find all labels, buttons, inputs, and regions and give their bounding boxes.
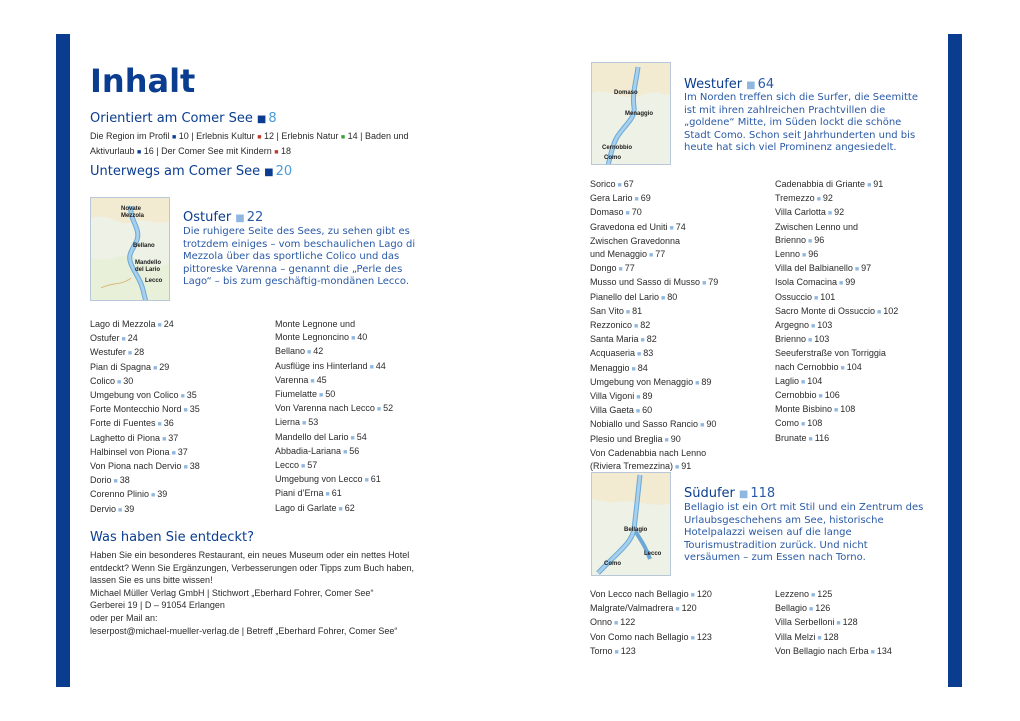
toc-entry[interactable]: Zwischen Lenno und — [775, 221, 859, 232]
toc-entry[interactable]: Musso und Sasso di Musso ■ 79 — [590, 277, 719, 288]
toc-entry[interactable]: Lenno ■ 96 — [775, 249, 819, 260]
westufer-map — [591, 62, 671, 165]
suedufer-list-col2 — [775, 588, 892, 659]
map-label: Como — [604, 155, 621, 161]
map-label: Lecco — [644, 551, 662, 557]
contact-info: Haben Sie ein besonderes Restaurant, ein neues Museum oder ein nettes Hotel entdeckt? Wenn Sie Ergänzungen, Verbesserungen oder Tipps zum Buch haben, lassen Sie es uns bitte wissen! Michael Müller Verlag GmbH | Stichwort „Eberhard Fohrer, Comer See“ Gerberei 19 | D – 91054 Erlangen oder per Mail an: leserpost@michael-mueller-verlag.de | Betreff „Eberhard Fohrer, Comer See“ — [90, 550, 415, 636]
toc-entry[interactable]: Von Piona nach Dervio ■ 38 — [90, 461, 200, 472]
page-title: Inhalt — [90, 62, 196, 100]
map-label: Novate Mezzola — [121, 206, 145, 219]
toc-entry[interactable]: Bellano ■ 42 — [275, 346, 324, 357]
orientiert-line-2: Aktivurlaub ■ 16 | Der Comer See mit Kindern ■ 18 — [90, 145, 291, 156]
toc-entry[interactable]: Seeuferstraße von Torriggia — [775, 348, 886, 359]
toc-entry[interactable]: Ausflüge ins Hinterland ■ 44 — [275, 360, 386, 371]
map-label: Menaggio — [625, 111, 653, 117]
toc-entry[interactable]: Gravedona ed Uniti ■ 74 — [590, 221, 686, 232]
toc-entry[interactable]: Umgebung von Colico ■ 35 — [90, 390, 197, 401]
toc-entry[interactable]: Umgebung von Lecco ■ 61 — [275, 474, 381, 485]
toc-entry[interactable]: Zwischen Gravedonna — [590, 235, 681, 246]
toc-entry[interactable]: Forte di Fuentes ■ 36 — [90, 418, 174, 429]
toc-entry[interactable]: Monte Legnoncino ■ 40 — [275, 332, 368, 343]
westufer-description: Im Norden treffen sich die Surfer, die Seemitte ist mit ihren zahlreichen Prachtvillen die „goldene“ Mitte, im Süden lockt die schöne Stadt Como. Schon seit Jahrhunderten und bis heute hat sich viel Prominenz angesiedelt. — [684, 92, 918, 153]
toc-entry[interactable]: Pian di Spagna ■ 29 — [90, 361, 170, 372]
map-label: Bellano — [133, 243, 155, 249]
toc-entry[interactable]: Brienno ■ 96 — [775, 234, 825, 245]
toc-entry[interactable]: Monte Bisbino ■ 108 — [775, 404, 856, 415]
toc-entry[interactable]: Sorico ■ 67 — [590, 179, 634, 189]
toc-entry[interactable]: Brunate ■ 116 — [775, 432, 830, 443]
toc-entry[interactable]: (Riviera Tremezzina) ■ 91 — [590, 461, 692, 472]
toc-entry[interactable]: Domaso ■ 70 — [590, 207, 642, 218]
right-margin-bar — [948, 34, 962, 687]
toc-entry[interactable]: Dorio ■ 38 — [90, 475, 130, 486]
toc-entry[interactable]: Malgrate/Valmadrera ■ 120 — [590, 603, 697, 614]
toc-entry[interactable]: Laglio ■ 104 — [775, 375, 823, 386]
toc-entry[interactable]: Von Bellagio nach Erba ■ 134 — [775, 645, 892, 656]
email-link[interactable]: leserpost@michael-mueller-verlag.de | Betreff „Eberhard Fohrer, Comer See“ — [90, 625, 398, 636]
toc-entry[interactable]: Dervio ■ 39 — [90, 503, 135, 514]
toc-entry[interactable]: Villa del Balbianello ■ 97 — [775, 263, 872, 274]
toc-entry[interactable]: und Menaggio ■ 77 — [590, 249, 666, 260]
toc-entry[interactable]: Lecco ■ 57 — [275, 460, 318, 471]
map-label: Lecco — [145, 278, 163, 284]
toc-entry[interactable]: Mandello del Lario ■ 54 — [275, 431, 367, 442]
toc-entry[interactable]: Forte Montecchio Nord ■ 35 — [90, 404, 200, 415]
toc-entry[interactable]: Pianello del Lario ■ 80 — [590, 291, 678, 302]
suedufer-map — [591, 472, 671, 576]
toc-entry[interactable]: Dongo ■ 77 — [590, 263, 635, 274]
toc-entry[interactable]: Varenna ■ 45 — [275, 374, 327, 385]
toc-entry[interactable]: Monte Legnone und — [275, 319, 356, 329]
map-label: Cernobbio — [602, 145, 632, 151]
toc-entry[interactable]: Villa Melzi ■ 128 — [775, 631, 839, 642]
toc-entry[interactable]: Argegno ■ 103 — [775, 320, 833, 331]
toc-entry[interactable]: Cernobbio ■ 106 — [775, 390, 840, 401]
section-heading-westufer: Westufer ■ 64 — [684, 77, 775, 92]
section-heading-orientiert: Orientiert am Comer See ■ 8 — [90, 111, 277, 126]
toc-entry[interactable]: Von Varenna nach Lecco ■ 52 — [275, 403, 394, 414]
suedufer-description: Bellagio ist ein Ort mit Stil und ein Zentrum des Urlaubsgeschehens am See, historische Hotelpalazzi weisen auf die lange Tourismustradition zurück. Und nicht versäumen – zum Essen nach Torno. — [684, 502, 924, 563]
section-heading-entdeckt: Was haben Sie entdeckt? — [90, 530, 254, 545]
ostufer-list-col1 — [90, 318, 200, 517]
toc-entry[interactable]: Lierna ■ 53 — [275, 417, 319, 428]
toc-entry[interactable]: Plesio und Breglia ■ 90 — [590, 433, 681, 444]
ostufer-description: Die ruhigere Seite des Sees, zu sehen gibt es trotzdem einiges – vom beschaulichen Lago di Mezzola über das sportliche Colico und das pittoreske Varenna – genannt die „Perle des Lago“ – bis zum geschäftig-mondänen Lecco. — [183, 226, 416, 287]
toc-entry[interactable]: Torno ■ 123 — [590, 645, 636, 656]
map-label: Como — [604, 561, 621, 567]
toc-entry[interactable]: Corenno Plinio ■ 39 — [90, 489, 168, 500]
left-margin-bar — [56, 34, 70, 687]
westufer-list-col1 — [590, 178, 718, 474]
toc-entry[interactable]: Piani d’Erna ■ 61 — [275, 488, 342, 499]
toc-entry[interactable]: Ossuccio ■ 101 — [775, 291, 836, 302]
toc-entry[interactable]: Brienno ■ 103 — [775, 334, 830, 345]
toc-entry[interactable]: Abbadia-Lariana ■ 56 — [275, 445, 360, 456]
toc-entry[interactable]: Menaggio ■ 84 — [590, 362, 648, 373]
section-heading-ostufer: Ostufer ■ 22 — [183, 210, 264, 225]
toc-entry[interactable]: Villa Serbelloni ■ 128 — [775, 617, 858, 628]
westufer-list-col2 — [775, 178, 898, 446]
ostufer-list-col2 — [275, 318, 393, 516]
toc-entry[interactable]: Fiumelatte ■ 50 — [275, 389, 336, 400]
section-heading-unterwegs: Unterwegs am Comer See ■ 20 — [90, 164, 293, 179]
toc-entry[interactable]: Laghetto di Piona ■ 37 — [90, 432, 179, 443]
toc-entry[interactable]: San Vito ■ 81 — [590, 305, 643, 316]
toc-entry[interactable]: Gera Lario ■ 69 — [590, 193, 651, 204]
toc-entry[interactable]: Onno ■ 122 — [590, 617, 636, 628]
toc-entry[interactable]: Lago di Mezzola ■ 24 — [90, 319, 174, 329]
toc-entry[interactable]: Villa Carlotta ■ 92 — [775, 207, 845, 218]
toc-entry[interactable]: Colico ■ 30 — [90, 375, 134, 386]
toc-entry[interactable]: Von Cadenabbia nach Lenno — [590, 447, 707, 458]
orientiert-lines — [90, 130, 420, 159]
toc-entry[interactable]: Bellagio ■ 126 — [775, 603, 831, 614]
map-label: Domaso — [614, 90, 638, 96]
toc-entry[interactable]: Ostufer ■ 24 — [90, 333, 138, 344]
toc-entry[interactable]: Cadenabbia di Griante ■ 91 — [775, 179, 884, 189]
toc-entry[interactable]: Villa Vigoni ■ 89 — [590, 391, 653, 402]
toc-entry[interactable]: Lezzeno ■ 125 — [775, 589, 833, 599]
toc-entry[interactable]: Isola Comacina ■ 99 — [775, 277, 856, 288]
toc-entry[interactable]: Como ■ 108 — [775, 418, 823, 429]
orientiert-line-1: Die Region im Profil ■ 10 | Erlebnis Kultur ■ 12 | Erlebnis Natur ■ 14 | Baden und — [90, 131, 409, 141]
toc-entry[interactable]: Villa Gaeta ■ 60 — [590, 405, 653, 416]
toc-entry[interactable]: Westufer ■ 28 — [90, 347, 145, 358]
toc-entry[interactable]: Sacro Monte di Ossuccio ■ 102 — [775, 305, 899, 316]
toc-entry[interactable]: Umgebung von Menaggio ■ 89 — [590, 376, 712, 387]
map-label: Mandello del Lario — [135, 260, 162, 273]
toc-entry[interactable]: Nobiallo und Sasso Rancio ■ 90 — [590, 419, 717, 430]
toc-entry[interactable]: Von Lecco nach Bellagio ■ 120 — [590, 589, 712, 599]
toc-entry[interactable]: Von Como nach Bellagio ■ 123 — [590, 631, 712, 642]
ostufer-map — [90, 197, 170, 301]
toc-entry[interactable]: Rezzonico ■ 82 — [590, 320, 651, 331]
map-label: Bellagio — [624, 527, 648, 533]
section-heading-suedufer: Südufer ■ 118 — [684, 486, 776, 501]
suedufer-list-col1 — [590, 588, 712, 659]
toc-entry[interactable]: Halbinsel von Piona ■ 37 — [90, 446, 188, 457]
toc-entry[interactable]: Tremezzo ■ 92 — [775, 193, 833, 204]
toc-entry[interactable]: Santa Maria ■ 82 — [590, 334, 657, 345]
toc-entry[interactable]: Acquaseria ■ 83 — [590, 348, 654, 359]
toc-entry[interactable]: Lago di Garlate ■ 62 — [275, 502, 355, 513]
toc-entry[interactable]: nach Cernobbio ■ 104 — [775, 361, 862, 372]
